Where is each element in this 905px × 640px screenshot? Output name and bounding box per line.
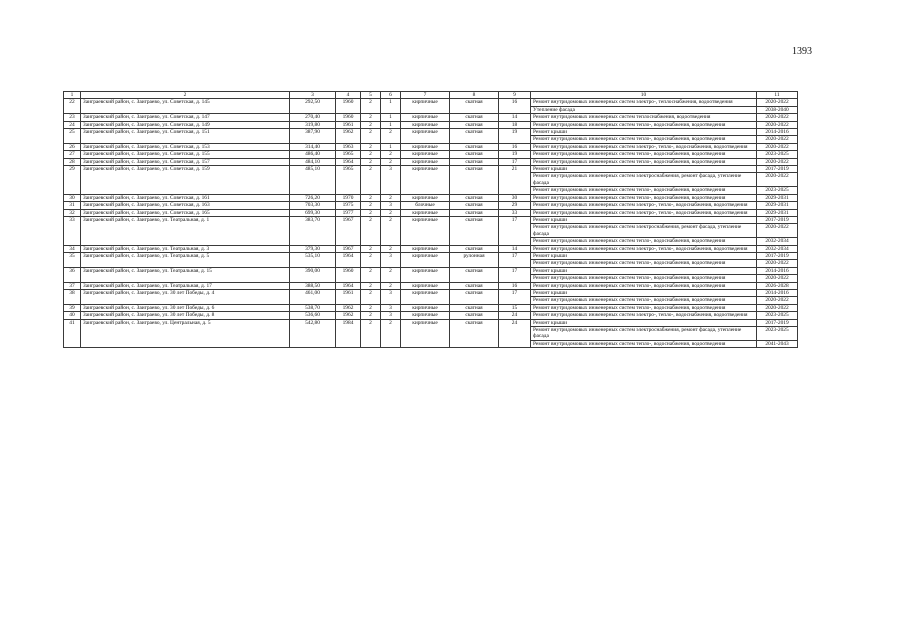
area-cell: 535,10 <box>290 252 336 267</box>
work-type-cell: Ремонт внутридомовых инженерных систем электро-, тепло-, водоснабжения, водоотведения <box>531 312 757 319</box>
roof-type-cell: скатная <box>450 158 499 165</box>
work-type-cell: Ремонт внутридомовых инженерных систем электроснабжения, ремонт фасада, утепление фасада <box>531 173 757 187</box>
column-number: 11 <box>757 92 798 99</box>
wear-cell: 30 <box>499 194 531 201</box>
table-row <box>64 202 798 209</box>
work-type-cell: Ремонт внутридомовых инженерных систем электро-, тепло-, водоснабжения, водоотведения <box>531 143 757 150</box>
entrances-cell: 3 <box>381 304 401 311</box>
work-period-cell: 2020-2022 <box>757 173 798 187</box>
wall-material-cell: кирпичные <box>401 121 450 128</box>
wear-cell: 17 <box>499 267 531 282</box>
work-type-cell: Ремонт внутридомовых инженерных систем электро-, теплоснабжения, водоотведения <box>531 99 757 106</box>
wear-cell: 17 <box>499 252 531 267</box>
year-cell: 1965 <box>336 151 361 158</box>
page-number: 1393 <box>792 46 812 57</box>
floors-cell: 2 <box>361 143 381 150</box>
column-number: 10 <box>531 92 757 99</box>
work-type-cell: Ремонт внутридомовых инженерных систем тепло-, водоснабжения, водоотведения <box>531 187 757 194</box>
roof-type-cell: скатная <box>450 194 499 201</box>
work-period-cell: 2020-2022 <box>757 275 798 282</box>
floors-cell: 2 <box>361 289 381 304</box>
column-number: 4 <box>336 92 361 99</box>
work-period-cell: 2032-2034 <box>757 238 798 245</box>
work-period-cell: 2020-2022 <box>757 297 798 304</box>
work-type-cell: Ремонт внутридомовых инженерных систем тепло-, водоснабжения, водоотведения <box>531 282 757 289</box>
wear-cell: 14 <box>499 114 531 121</box>
area-cell: 542,80 <box>290 319 336 348</box>
address-cell: Заиграевский район, с. Заиграево, ул. Советская, д. 163 <box>81 202 290 209</box>
entrances-cell: 2 <box>381 319 401 348</box>
wall-material-cell: кирпичные <box>401 289 450 304</box>
roof-type-cell: скатная <box>450 121 499 128</box>
wear-cell: 24 <box>499 312 531 319</box>
wall-material-cell: кирпичные <box>401 209 450 216</box>
entrances-cell: 3 <box>381 252 401 267</box>
address-cell: Заиграевский район, с. Заиграево, ул. Советская, д. 155 <box>81 151 290 158</box>
address-cell: Заиграевский район, с. Заиграево, ул. Театральная, д. 17 <box>81 282 290 289</box>
year-cell: 1965 <box>336 166 361 195</box>
work-type-cell: Ремонт внутридомовых инженерных систем тепло-, водоснабжения, водоотведения <box>531 151 757 158</box>
work-type-cell: Ремонт крыши <box>531 289 757 296</box>
work-type-cell: Ремонт крыши <box>531 166 757 173</box>
year-cell: 1960 <box>336 267 361 282</box>
work-type-cell: Ремонт внутридомовых инженерных систем электро-, тепло-, водоснабжения, водоотведения <box>531 209 757 216</box>
wear-cell: 33 <box>499 209 531 216</box>
row-number-cell: 22 <box>64 99 81 114</box>
work-type-cell: Ремонт внутридомовых инженерных систем тепло-, водоснабжения, водоотведения <box>531 304 757 311</box>
wall-material-cell: кирпичные <box>401 151 450 158</box>
table-row <box>64 245 798 252</box>
wear-cell: 17 <box>499 216 531 245</box>
entrances-cell: 3 <box>381 312 401 319</box>
table-row <box>64 114 798 121</box>
area-cell: 390,00 <box>290 267 336 282</box>
area-cell: 461,00 <box>290 289 336 304</box>
column-number-row <box>64 92 798 99</box>
table-row <box>64 267 798 274</box>
roof-type-cell: скатная <box>450 151 499 158</box>
floors-cell: 2 <box>361 252 381 267</box>
work-period-cell: 2023-2025 <box>757 187 798 194</box>
floors-cell: 2 <box>361 151 381 158</box>
roof-type-cell: скатная <box>450 312 499 319</box>
table-row <box>64 312 798 319</box>
work-type-cell: Ремонт внутридомовых инженерных систем тепло-, водоснабжения, водоотведения <box>531 136 757 143</box>
work-period-cell: 2017-2019 <box>757 319 798 326</box>
row-number-cell: 25 <box>64 129 81 144</box>
work-type-cell: Ремонт крыши <box>531 319 757 326</box>
row-number-cell: 28 <box>64 158 81 165</box>
year-cell: 1977 <box>336 209 361 216</box>
area-cell: 536,60 <box>290 312 336 319</box>
work-period-cell: 2020-2022 <box>757 99 798 106</box>
area-cell: 486,40 <box>290 151 336 158</box>
work-type-cell: Ремонт крыши <box>531 267 757 274</box>
work-type-cell: Ремонт внутридомовых инженерных систем электро-, тепло-, водоснабжения, водоотведения <box>531 245 757 252</box>
year-cell: 1964 <box>336 158 361 165</box>
floors-cell: 2 <box>361 114 381 121</box>
entrances-cell: 1 <box>381 114 401 121</box>
table-row <box>64 121 798 128</box>
area-cell: 726,20 <box>290 194 336 201</box>
work-type-cell: Ремонт внутридомовых инженерных систем тепло-, водоснабжения, водоотведения <box>531 238 757 245</box>
floors-cell: 2 <box>361 166 381 195</box>
area-cell: 383,70 <box>290 216 336 245</box>
work-type-cell: Ремонт крыши <box>531 252 757 259</box>
year-cell: 1967 <box>336 245 361 252</box>
row-number-cell: 33 <box>64 216 81 245</box>
work-type-cell: Ремонт внутридомовых инженерных систем тепло-, водоснабжения, водоотведения <box>531 297 757 304</box>
roof-type-cell: скатная <box>450 209 499 216</box>
area-cell: 270,40 <box>290 114 336 121</box>
roof-type-cell: скатная <box>450 114 499 121</box>
work-type-cell: Ремонт внутридомовых инженерных систем электро-, тепло-, водоснабжения, водоотведения <box>531 202 757 209</box>
wear-cell: 29 <box>499 202 531 209</box>
year-cell: 1962 <box>336 129 361 144</box>
row-number-cell: 32 <box>64 209 81 216</box>
floors-cell: 2 <box>361 216 381 245</box>
table-row <box>64 216 798 223</box>
column-number: 9 <box>499 92 531 99</box>
floors-cell: 2 <box>361 267 381 282</box>
address-cell: Заиграевский район, с. Заиграево, ул. Советская, д. 165 <box>81 209 290 216</box>
roof-type-cell: скатная <box>450 282 499 289</box>
work-period-cell: 2020-2022 <box>757 260 798 267</box>
work-period-cell: 2020-2022 <box>757 121 798 128</box>
entrances-cell: 1 <box>381 143 401 150</box>
wall-material-cell: кирпичные <box>401 158 450 165</box>
floors-cell: 2 <box>361 202 381 209</box>
table-row <box>64 304 798 311</box>
work-type-cell: Ремонт внутридомовых инженерных систем тепло-, водоснабжения, водоотведения <box>531 158 757 165</box>
area-cell: 538,70 <box>290 304 336 311</box>
area-cell: 485,10 <box>290 166 336 195</box>
work-period-cell: 2020-2022 <box>757 158 798 165</box>
roof-type-cell: скатная <box>450 245 499 252</box>
work-type-cell: Ремонт внутридомовых инженерных систем электроснабжения, ремонт фасада, утепление фасада <box>531 224 757 238</box>
column-number: 3 <box>290 92 336 99</box>
work-type-cell: Ремонт крыши <box>531 129 757 136</box>
wall-material-cell: кирпичные <box>401 245 450 252</box>
wall-material-cell: кирпичные <box>401 282 450 289</box>
work-period-cell: 2023-2025 <box>757 327 798 341</box>
roof-type-cell: рулонная <box>450 252 499 267</box>
work-period-cell: 2017-2019 <box>757 166 798 173</box>
address-cell: Заиграевский район, с. Заиграево, ул. Театральная, д. 3 <box>81 245 290 252</box>
row-number-cell: 29 <box>64 166 81 195</box>
wear-cell: 16 <box>499 143 531 150</box>
row-number-cell: 37 <box>64 282 81 289</box>
roof-type-cell: скатная <box>450 289 499 304</box>
area-cell: 388,50 <box>290 282 336 289</box>
table-row <box>64 143 798 150</box>
work-type-cell: Ремонт крыши <box>531 216 757 223</box>
year-cell: 1984 <box>336 319 361 348</box>
row-number-cell: 40 <box>64 312 81 319</box>
entrances-cell: 2 <box>381 267 401 282</box>
floors-cell: 2 <box>361 245 381 252</box>
work-type-cell: Ремонт внутридомовых инженерных систем тепло-, водоснабжения, водоотведения <box>531 121 757 128</box>
address-cell: Заиграевский район, с. Заиграево, ул. 30 лет Победы, д. 8 <box>81 312 290 319</box>
wear-cell: 17 <box>499 158 531 165</box>
wall-material-cell: кирпичные <box>401 99 450 114</box>
year-cell: 1975 <box>336 202 361 209</box>
area-cell: 292,50 <box>290 99 336 114</box>
work-type-cell: Ремонт внутридомовых инженерных систем теплоснабжения, водоотведения <box>531 114 757 121</box>
work-type-cell: Ремонт внутридомовых инженерных систем тепло-, водоснабжения, водоотведения <box>531 260 757 267</box>
repair-register-table <box>63 91 798 348</box>
column-number: 5 <box>361 92 381 99</box>
table-row <box>64 151 798 158</box>
address-cell: Заиграевский район, с. Заиграево, ул. Театральная, д. 1 <box>81 216 290 245</box>
roof-type-cell: скатная <box>450 166 499 195</box>
work-period-cell: 2032-2034 <box>757 245 798 252</box>
work-period-cell: 2020-2022 <box>757 143 798 150</box>
floors-cell: 2 <box>361 129 381 144</box>
year-cell: 1964 <box>336 252 361 267</box>
wear-cell: 17 <box>499 289 531 304</box>
year-cell: 1967 <box>336 216 361 245</box>
row-number-cell: 27 <box>64 151 81 158</box>
floors-cell: 2 <box>361 312 381 319</box>
work-period-cell: 2014-2016 <box>757 267 798 274</box>
work-period-cell: 2029-2031 <box>757 209 798 216</box>
roof-type-cell: скатная <box>450 319 499 348</box>
row-number-cell: 36 <box>64 267 81 282</box>
table-row <box>64 158 798 165</box>
entrances-cell: 3 <box>381 289 401 304</box>
address-cell: Заиграевский район, с. Заиграево, ул. Советская, д. 145 <box>81 99 290 114</box>
entrances-cell: 2 <box>381 151 401 158</box>
work-type-cell: Ремонт внутридомовых инженерных систем тепло-, водоснабжения, водоотведения <box>531 275 757 282</box>
work-type-cell: Утепление фасада <box>531 106 757 113</box>
floors-cell: 2 <box>361 209 381 216</box>
work-period-cell: 2020-2022 <box>757 136 798 143</box>
row-number-cell: 34 <box>64 245 81 252</box>
year-cell: 1961 <box>336 289 361 304</box>
wear-cell: 19 <box>499 129 531 144</box>
wear-cell: 21 <box>499 166 531 195</box>
wear-cell: 15 <box>499 304 531 311</box>
work-type-cell: Ремонт внутридомовых инженерных систем тепло-, водоснабжения, водоотведения <box>531 194 757 201</box>
work-period-cell: 2023-2025 <box>757 151 798 158</box>
entrances-cell: 3 <box>381 166 401 195</box>
work-period-cell: 2014-2016 <box>757 289 798 296</box>
work-period-cell: 2041-2043 <box>757 340 798 347</box>
wall-material-cell: кирпичные <box>401 319 450 348</box>
roof-type-cell: скатная <box>450 143 499 150</box>
entrances-cell: 2 <box>381 245 401 252</box>
entrances-cell: 2 <box>381 216 401 245</box>
area-cell: 379,30 <box>290 245 336 252</box>
entrances-cell: 3 <box>381 202 401 209</box>
wall-material-cell: кирпичные <box>401 304 450 311</box>
address-cell: Заиграевский район, с. Заиграево, ул. Советская, д. 157 <box>81 158 290 165</box>
row-number-cell: 39 <box>64 304 81 311</box>
row-number-cell: 41 <box>64 319 81 348</box>
address-cell: Заиграевский район, с. Заиграево, ул. 30 лет Победы, д. 4 <box>81 289 290 304</box>
entrances-cell: 2 <box>381 158 401 165</box>
wear-cell: 16 <box>499 282 531 289</box>
year-cell: 1963 <box>336 143 361 150</box>
work-period-cell: 2029-2031 <box>757 194 798 201</box>
entrances-cell: 2 <box>381 282 401 289</box>
floors-cell: 2 <box>361 158 381 165</box>
roof-type-cell: скатная <box>450 267 499 282</box>
wall-material-cell: кирпичные <box>401 216 450 245</box>
address-cell: Заиграевский район, с. Заиграево, ул. Центральная, д. 5 <box>81 319 290 348</box>
table-row <box>64 209 798 216</box>
row-number-cell: 35 <box>64 252 81 267</box>
wall-material-cell: блочные <box>401 202 450 209</box>
address-cell: Заиграевский район, с. Заиграево, ул. Советская, д. 153 <box>81 143 290 150</box>
work-period-cell: 2020-2022 <box>757 114 798 121</box>
work-period-cell: 2029-2031 <box>757 202 798 209</box>
year-cell: 1970 <box>336 194 361 201</box>
year-cell: 1960 <box>336 99 361 114</box>
wear-cell: 14 <box>499 245 531 252</box>
area-cell: 387,90 <box>290 129 336 144</box>
column-number: 1 <box>64 92 81 99</box>
roof-type-cell: скатная <box>450 202 499 209</box>
register-body <box>64 92 798 348</box>
roof-type-cell: скатная <box>450 216 499 245</box>
column-number: 8 <box>450 92 499 99</box>
area-cell: 314,40 <box>290 143 336 150</box>
year-cell: 1962 <box>336 304 361 311</box>
work-period-cell: 2020-2022 <box>757 304 798 311</box>
floors-cell: 2 <box>361 304 381 311</box>
column-number: 6 <box>381 92 401 99</box>
work-type-cell: Ремонт внутридомовых инженерных систем тепло-, водоснабжения, водоотведения <box>531 340 757 347</box>
year-cell: 1964 <box>336 282 361 289</box>
year-cell: 1962 <box>336 312 361 319</box>
address-cell: Заиграевский район, с. Заиграево, ул. Советская, д. 149 <box>81 121 290 128</box>
floors-cell: 2 <box>361 121 381 128</box>
area-cell: 699,30 <box>290 209 336 216</box>
floors-cell: 2 <box>361 282 381 289</box>
area-cell: 703,30 <box>290 202 336 209</box>
work-period-cell: 2026-2028 <box>757 282 798 289</box>
wall-material-cell: кирпичные <box>401 114 450 121</box>
wall-material-cell: кирпичные <box>401 194 450 201</box>
table-row <box>64 319 798 326</box>
floors-cell: 2 <box>361 319 381 348</box>
entrances-cell: 1 <box>381 99 401 114</box>
work-period-cell: 2017-2019 <box>757 252 798 259</box>
wall-material-cell: кирпичные <box>401 252 450 267</box>
table-row <box>64 129 798 136</box>
row-number-cell: 24 <box>64 121 81 128</box>
address-cell: Заиграевский район, с. Заиграево, ул. Театральная, д. 15 <box>81 267 290 282</box>
roof-type-cell: скатная <box>450 304 499 311</box>
work-period-cell: 2014-2016 <box>757 129 798 136</box>
area-cell: 484,10 <box>290 158 336 165</box>
column-number: 7 <box>401 92 450 99</box>
entrances-cell: 2 <box>381 209 401 216</box>
wall-material-cell: кирпичные <box>401 166 450 195</box>
address-cell: Заиграевский район, с. Заиграево, ул. Театральная, д. 5 <box>81 252 290 267</box>
address-cell: Заиграевский район, с. Заиграево, ул. Советская, д. 161 <box>81 194 290 201</box>
wear-cell: 24 <box>499 319 531 348</box>
address-cell: Заиграевский район, с. Заиграево, ул. Советская, д. 159 <box>81 166 290 195</box>
table-row <box>64 282 798 289</box>
work-period-cell: 2038-2040 <box>757 106 798 113</box>
row-number-cell: 30 <box>64 194 81 201</box>
wear-cell: 16 <box>499 99 531 114</box>
roof-type-cell: скатная <box>450 99 499 114</box>
floors-cell: 2 <box>361 99 381 114</box>
year-cell: 1960 <box>336 114 361 121</box>
row-number-cell: 31 <box>64 202 81 209</box>
work-period-cell: 2023-2025 <box>757 312 798 319</box>
area-cell: 319,80 <box>290 121 336 128</box>
table-row <box>64 99 798 106</box>
row-number-cell: 26 <box>64 143 81 150</box>
row-number-cell: 38 <box>64 289 81 304</box>
table-row <box>64 289 798 296</box>
entrances-cell: 2 <box>381 129 401 144</box>
work-period-cell: 2017-2019 <box>757 216 798 223</box>
work-period-cell: 2020-2022 <box>757 224 798 238</box>
roof-type-cell: скатная <box>450 129 499 144</box>
entrances-cell: 1 <box>381 121 401 128</box>
column-number: 2 <box>81 92 290 99</box>
table-row <box>64 194 798 201</box>
address-cell: Заиграевский район, с. Заиграево, ул. Советская, д. 147 <box>81 114 290 121</box>
table-row <box>64 166 798 173</box>
wall-material-cell: кирпичные <box>401 267 450 282</box>
wear-cell: 19 <box>499 151 531 158</box>
address-cell: Заиграевский район, с. Заиграево, ул. Советская, д. 151 <box>81 129 290 144</box>
wall-material-cell: кирпичные <box>401 312 450 319</box>
work-type-cell: Ремонт внутридомовых инженерных систем электроснабжения, ремонт фасада, утепление фасада <box>531 327 757 341</box>
entrances-cell: 2 <box>381 194 401 201</box>
wear-cell: 18 <box>499 121 531 128</box>
address-cell: Заиграевский район, с. Заиграево, ул. 30 лет Победы, д. 6 <box>81 304 290 311</box>
wall-material-cell: кирпичные <box>401 129 450 144</box>
floors-cell: 2 <box>361 194 381 201</box>
table-row <box>64 252 798 259</box>
row-number-cell: 23 <box>64 114 81 121</box>
year-cell: 1961 <box>336 121 361 128</box>
wall-material-cell: кирпичные <box>401 143 450 150</box>
